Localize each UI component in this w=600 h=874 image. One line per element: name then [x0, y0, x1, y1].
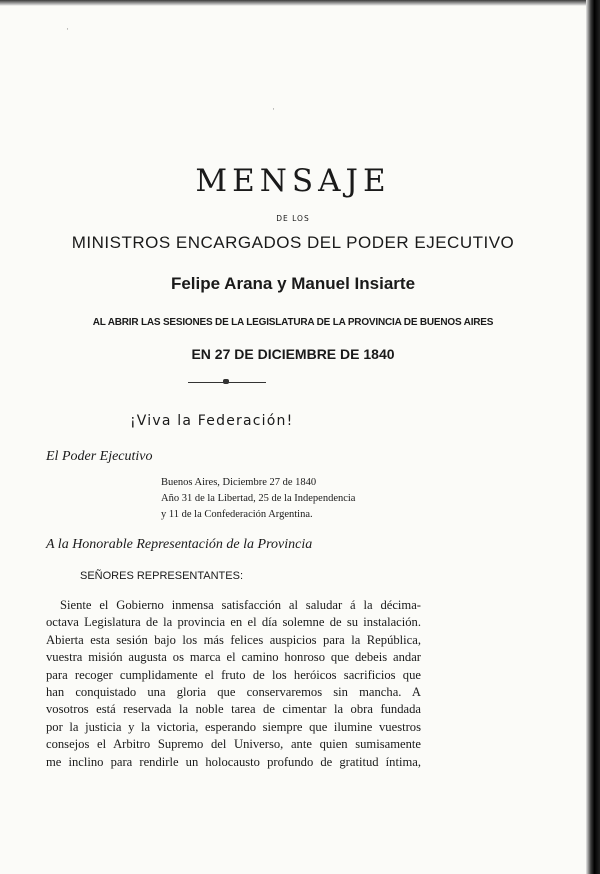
motto: ¡Viva la Federación!	[130, 413, 294, 429]
body-line: para recoger cumplidamente el fruto de los heróicos sacrificios que	[46, 667, 421, 682]
body-line: Abierta esta sesión bajo los más felices auspicios para la República,	[46, 632, 421, 647]
scan-speck: ·	[272, 104, 275, 114]
addressee-line: A la Honorable Representación de la Provincia	[46, 537, 313, 552]
authors-line: Felipe Arana y Manuel Insiarte	[170, 274, 416, 293]
scan-top-edge	[0, 0, 586, 6]
dateline-3: y 11 de la Confederación Argentina.	[161, 509, 313, 520]
body-line: octava Legislatura de la provincia en el día solemne de su instalación.	[46, 615, 421, 630]
salutation: SEÑORES REPRESENTANTES:	[80, 570, 243, 582]
dateline-2: Año 31 de la Libertad, 25 de la Independencia	[161, 493, 356, 504]
body-line: vuestra misión augusta os marca el camino honroso que debeis andar	[46, 650, 421, 665]
scan-right-edge	[586, 0, 600, 874]
de-los-line: DE LOS	[276, 214, 310, 223]
body-line: vosotros está reservada la noble tarea de cimentar la obra fundada	[46, 702, 421, 717]
date-line: EN 27 DE DICIEMBRE DE 1840	[191, 346, 395, 362]
body-line: han conquistado una gloria que conservaremos sin mancha. A	[46, 685, 421, 700]
body-line: me inclino para rendirle un holocausto profundo de gratitud íntima,	[46, 754, 421, 769]
body-paragraph	[46, 597, 421, 771]
ornamental-rule-center	[223, 379, 229, 384]
body-line: por la justicia y la victoria, esperando siempre que ilumine vuestros	[46, 719, 421, 734]
body-line: consejos el Arbitro Supremo del Universo, ante quien sumisamente	[46, 737, 421, 752]
document-title: MENSAJE	[195, 163, 391, 199]
dateline-1: Buenos Aires, Diciembre 27 de 1840	[161, 477, 317, 488]
scan-speck: ·	[66, 24, 69, 34]
body-line: Siente el Gobierno inmensa satisfacción al saludar á la décima-	[60, 598, 421, 612]
occasion-line: AL ABRIR LAS SESIONES DE LA LEGISLATURA DE LA PROVINCIA DE BUENOS AIRES	[92, 317, 494, 328]
document-subtitle: MINISTROS ENCARGADOS DEL PODER EJECUTIVO	[71, 233, 515, 252]
sender-line: El Poder Ejecutivo	[46, 449, 153, 464]
